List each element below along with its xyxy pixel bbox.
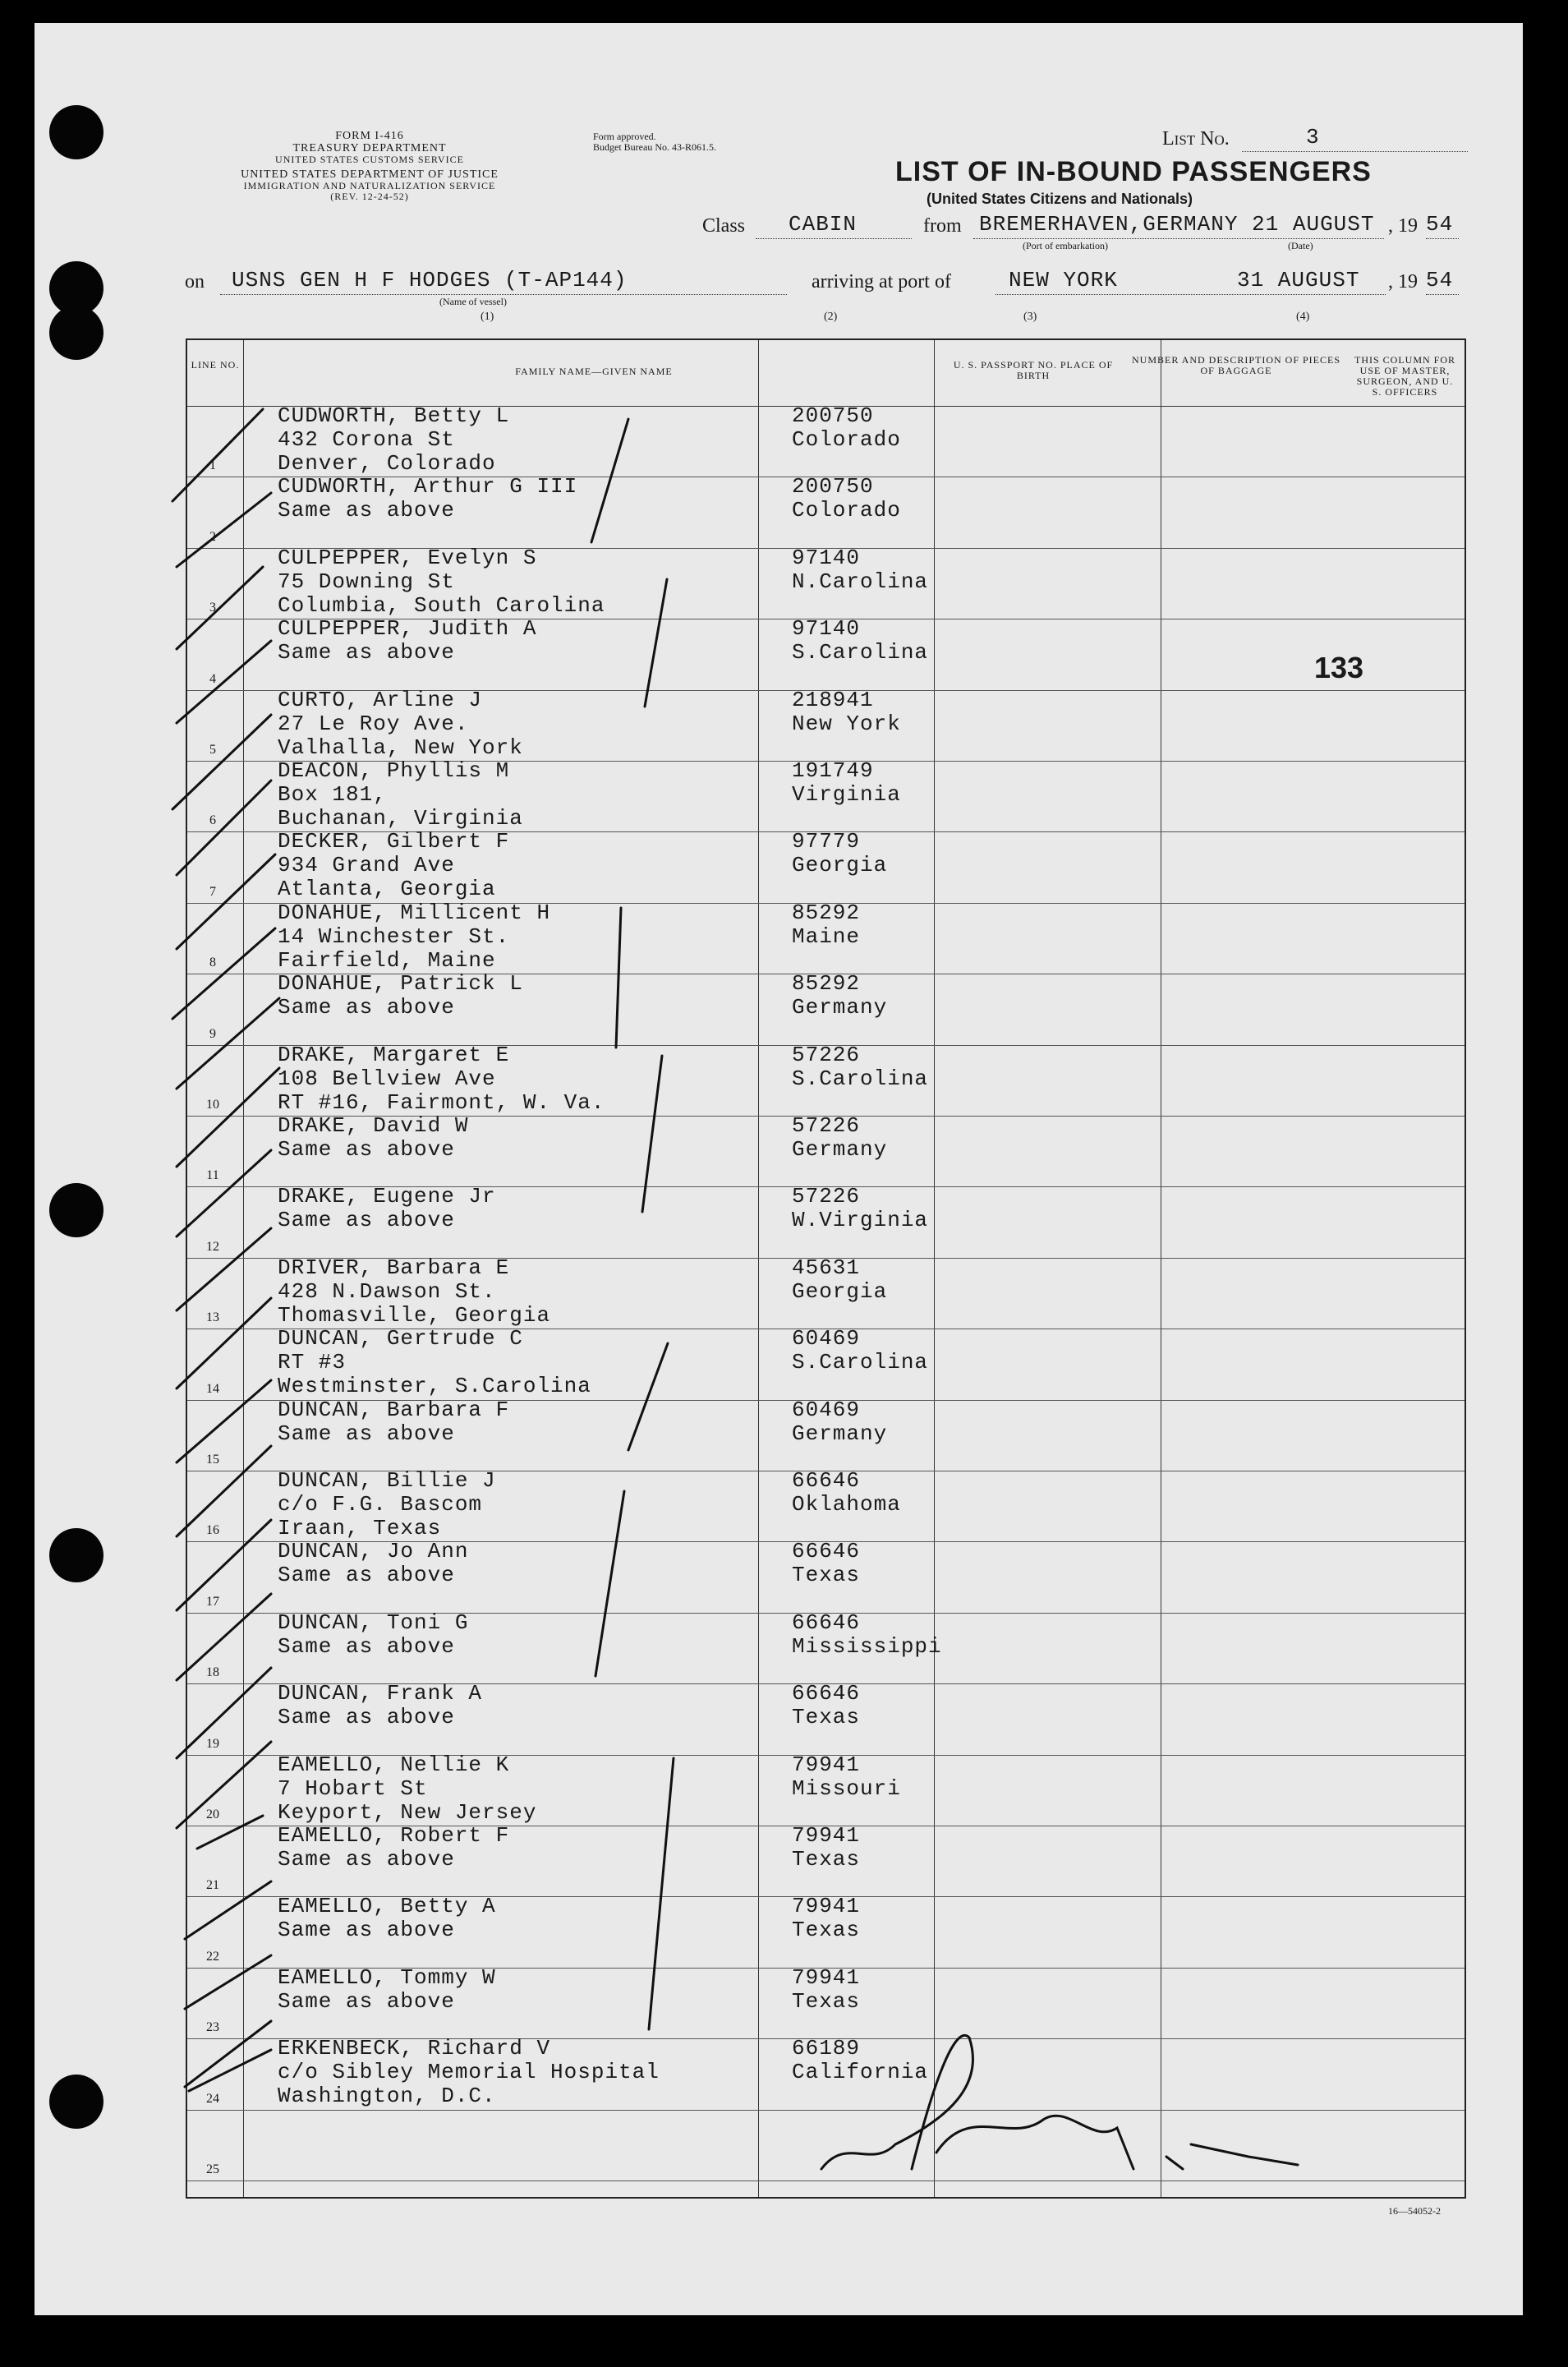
line-number: 2 xyxy=(209,529,216,544)
line-number: 23 xyxy=(206,2020,219,2035)
passenger-name-address: CULPEPPER, Evelyn S 75 Downing St Columbia, South Carolina xyxy=(278,545,605,618)
page-title: LIST OF IN-BOUND PASSENGERS xyxy=(895,156,1372,187)
line-number: 4 xyxy=(209,671,216,686)
passport-birthplace: 66189 California xyxy=(792,2036,929,2085)
passenger-name-address: DUNCAN, Jo Ann Same as above xyxy=(278,1539,469,1588)
line-number: 20 xyxy=(206,1807,219,1821)
dept-customs: UNITED STATES CUSTOMS SERVICE xyxy=(275,154,464,165)
passport-birthplace: 191749 Virginia xyxy=(792,758,901,807)
passport-birthplace: 200750 Colorado xyxy=(792,474,901,523)
passport-birthplace: 79941 Texas xyxy=(792,1823,861,1872)
passenger-name-address: DUNCAN, Toni G Same as above xyxy=(278,1609,469,1659)
line-number: 22 xyxy=(206,1949,219,1964)
header-baggage: NUMBER AND DESCRIPTION OF PIECES OF BAGGAGE xyxy=(1131,354,1341,376)
passenger-name-address: DEACON, Phyllis M Box 181, Buchanan, Virginia xyxy=(278,758,523,831)
column-number-2: (2) xyxy=(824,311,838,323)
line-number: 14 xyxy=(206,1381,219,1396)
page-subtitle: (United States Citizens and Nationals) xyxy=(927,191,1193,207)
passenger-name-address: ERKENBECK, Richard V c/o Sibley Memorial Hospital Washington, D.C. xyxy=(278,2036,660,2109)
line-number: 5 xyxy=(209,742,216,757)
date-caption: (Date) xyxy=(1288,240,1313,251)
line-number: 7 xyxy=(209,884,216,899)
passenger-name-address: CULPEPPER, Judith A Same as above xyxy=(278,616,537,665)
passport-birthplace: 66646 Texas xyxy=(792,1681,861,1730)
header-passport: U. S. PASSPORT NO. PLACE OF BIRTH xyxy=(953,359,1114,381)
passenger-name-address: DONAHUE, Millicent H 14 Winchester St. Fairfield, Maine xyxy=(278,900,551,973)
column-number-4: (4) xyxy=(1296,311,1310,323)
passenger-name-address: EAMELLO, Tommy W Same as above xyxy=(278,1964,496,2014)
revision: (REV. 12-24-52) xyxy=(330,191,409,202)
passport-birthplace: 66646 Mississippi xyxy=(792,1609,942,1659)
passenger-name-address: CUDWORTH, Arthur G III Same as above xyxy=(278,474,578,523)
class-label: Class xyxy=(702,215,746,237)
passport-birthplace: 79941 Missouri xyxy=(792,1752,901,1801)
passenger-name-address: EAMELLO, Robert F Same as above xyxy=(278,1823,510,1872)
line-number: 18 xyxy=(206,1665,219,1680)
approval-line-1: Form approved. xyxy=(593,131,656,142)
passport-birthplace: 85292 Germany xyxy=(792,971,888,1020)
line-number: 3 xyxy=(209,601,216,615)
passenger-name-address: DUNCAN, Gertrude C RT #3 Westminster, S.Carolina xyxy=(278,1326,591,1399)
passenger-name-address: EAMELLO, Nellie K 7 Hobart St Keyport, New Jersey xyxy=(278,1752,537,1825)
dept-ins: IMMIGRATION AND NATURALIZATION SERVICE xyxy=(243,180,496,191)
passenger-name-address: CURTO, Arline J 27 Le Roy Ave. Valhalla, New York xyxy=(278,687,523,760)
line-number: 24 xyxy=(206,2091,219,2106)
line-number: 19 xyxy=(206,1736,219,1751)
year-1: 54 xyxy=(1426,212,1454,237)
line-number: 16 xyxy=(206,1523,219,1538)
passenger-name-address: DUNCAN, Billie J c/o F.G. Bascom Iraan, Texas xyxy=(278,1468,496,1540)
passenger-name-address: DRAKE, David W Same as above xyxy=(278,1113,469,1162)
list-number: 3 xyxy=(1306,125,1320,150)
from-label: from xyxy=(923,215,962,237)
passport-birthplace: 79941 Texas xyxy=(792,1894,861,1943)
passport-birthplace: 66646 Oklahoma xyxy=(792,1468,901,1517)
passenger-name-address: EAMELLO, Betty A Same as above xyxy=(278,1894,496,1943)
column-number-3: (3) xyxy=(1023,311,1037,323)
on-label: on xyxy=(185,271,205,292)
line-number: 8 xyxy=(209,956,216,970)
list-label: List No. xyxy=(1162,128,1230,150)
passport-birthplace: 60469 S.Carolina xyxy=(792,1326,929,1375)
passport-birthplace: 45631 Georgia xyxy=(792,1255,888,1304)
class-value: CABIN xyxy=(789,212,858,237)
arrival-port: NEW YORK xyxy=(1009,268,1118,292)
line-number: 15 xyxy=(206,1452,219,1467)
line-number: 12 xyxy=(206,1239,219,1254)
passenger-name-address: DUNCAN, Barbara F Same as above xyxy=(278,1397,510,1446)
passport-birthplace: 97140 S.Carolina xyxy=(792,616,929,665)
passport-birthplace: 97779 Georgia xyxy=(792,829,888,878)
line-number: 13 xyxy=(206,1310,219,1325)
passenger-name-address: DRAKE, Eugene Jr Same as above xyxy=(278,1184,496,1233)
passenger-name-address: DONAHUE, Patrick L Same as above xyxy=(278,971,523,1020)
approval-line-2: Budget Bureau No. 43-R061.5. xyxy=(593,141,716,153)
passport-birthplace: 218941 New York xyxy=(792,687,901,736)
passport-birthplace: 200750 Colorado xyxy=(792,403,901,452)
form-code: 16—54052-2 xyxy=(1388,2205,1441,2217)
passport-birthplace: 97140 N.Carolina xyxy=(792,545,929,594)
vessel-name: USNS GEN H F HODGES (T-AP144) xyxy=(232,268,628,292)
line-number: 17 xyxy=(206,1594,219,1609)
arriving-label: arriving at port of xyxy=(812,271,951,292)
dept-justice: UNITED STATES DEPARTMENT OF JUSTICE xyxy=(241,168,499,181)
embarkation-value: BREMERHAVEN,GERMANY 21 AUGUST xyxy=(979,212,1375,237)
passport-birthplace: 57226 S.Carolina xyxy=(792,1042,929,1091)
line-number: 11 xyxy=(206,1168,219,1183)
header-line-no: LINE NO. xyxy=(191,359,240,371)
form-number: FORM I-416 xyxy=(335,130,404,142)
line-number: 21 xyxy=(206,1878,219,1893)
dept-treasury: TREASURY DEPARTMENT xyxy=(292,142,447,154)
arrival-date: 31 AUGUST xyxy=(1237,268,1360,292)
line-number: 9 xyxy=(209,1026,216,1041)
passport-birthplace: 60469 Germany xyxy=(792,1397,888,1446)
header-name: FAMILY NAME—GIVEN NAME xyxy=(515,366,673,377)
line-number: 25 xyxy=(206,2162,219,2176)
port-embarkation-caption: (Port of embarkation) xyxy=(1023,240,1108,251)
header-officers: THIS COLUMN FOR USE OF MASTER, SURGEON, AND U. S. OFFICERS xyxy=(1354,354,1455,398)
vessel-caption: (Name of vessel) xyxy=(439,296,507,307)
passport-birthplace: 85292 Maine xyxy=(792,900,861,949)
column-number-1: (1) xyxy=(481,311,494,323)
line-number: 10 xyxy=(206,1097,219,1112)
line-number: 6 xyxy=(209,813,216,828)
stamp-number: 133 xyxy=(1314,651,1364,684)
passenger-name-address: DUNCAN, Frank A Same as above xyxy=(278,1681,483,1730)
passport-birthplace: 57226 Germany xyxy=(792,1113,888,1162)
passport-birthplace: 57226 W.Virginia xyxy=(792,1184,929,1233)
passport-birthplace: 79941 Texas xyxy=(792,1964,861,2014)
year-2: 54 xyxy=(1426,268,1454,292)
passenger-name-address: DECKER, Gilbert F 934 Grand Ave Atlanta, Georgia xyxy=(278,829,510,902)
passenger-name-address: DRAKE, Margaret E 108 Bellview Ave RT #16, Fairmont, W. Va. xyxy=(278,1042,605,1115)
passenger-name-address: CUDWORTH, Betty L 432 Corona St Denver, Colorado xyxy=(278,403,510,476)
passport-birthplace: 66646 Texas xyxy=(792,1539,861,1588)
line-number: 1 xyxy=(209,458,216,473)
year-prefix-1: , 19 xyxy=(1388,215,1418,237)
year-prefix-2: , 19 xyxy=(1388,271,1418,292)
passenger-name-address: DRIVER, Barbara E 428 N.Dawson St. Thomasville, Georgia xyxy=(278,1255,551,1328)
